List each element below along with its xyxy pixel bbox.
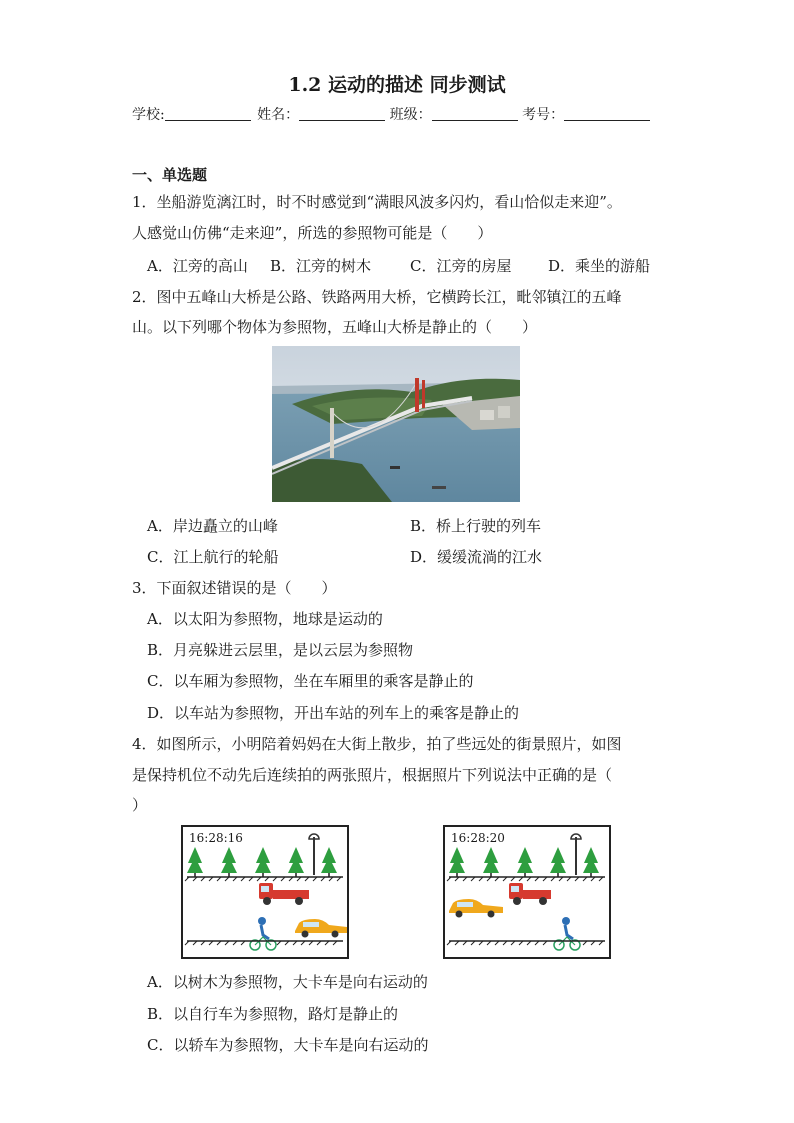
q3-option-d: D．以车站为参照物，开出车站的列车上的乘客是静止的 — [147, 704, 520, 722]
q3-option-b: B．月亮躲进云层里，是以云层为参照物 — [147, 641, 414, 659]
street-photo-1 — [181, 825, 349, 959]
q1-option-a: A．江旁的高山 — [147, 257, 248, 275]
q1-option-c: C．江旁的房屋 — [410, 257, 512, 275]
section-heading: 一、单选题 — [132, 166, 208, 184]
name-blank[interactable] — [299, 106, 385, 121]
q2-option-b: B．桥上行驶的列车 — [410, 517, 542, 535]
q4-option-b: B．以自行车为参照物，路灯是静止的 — [147, 1005, 399, 1023]
class-blank[interactable] — [432, 106, 518, 121]
photo-1-timestamp: 16:28:16 — [189, 831, 243, 845]
exam-no-label: 考号： — [522, 107, 565, 123]
q2-stem-line2: 山。以下列哪个物体为参照物，五峰山大桥是静止的（ ） — [132, 318, 538, 336]
q4-option-c: C．以轿车为参照物，大卡车是向右运动的 — [147, 1036, 429, 1054]
street-lamp-icon — [571, 834, 581, 875]
q3-option-a: A．以太阳为参照物，地球是运动的 — [147, 610, 383, 628]
car-icon — [449, 899, 503, 918]
q1-option-d: D．乘坐的游船 — [548, 257, 651, 275]
q3-stem: 3．下面叙述错误的是（ ） — [132, 579, 337, 597]
q4-stem-line3: ） — [132, 796, 148, 814]
truck-icon — [259, 883, 309, 905]
school-blank[interactable] — [165, 106, 251, 121]
cyclist-icon — [554, 917, 580, 950]
street-photo-2 — [443, 825, 611, 959]
q2-option-d: D．缓缓流淌的江水 — [410, 548, 543, 566]
q2-option-a: A．岸边矗立的山峰 — [147, 517, 278, 535]
cyclist-icon — [250, 917, 276, 950]
q3-option-c: C．以车厢为参照物，坐在车厢里的乘客是静止的 — [147, 672, 474, 690]
bridge-photo — [272, 346, 520, 502]
school-label: 学校: — [132, 107, 165, 123]
exam-no-blank[interactable] — [564, 106, 650, 121]
q2-stem-line1: 2．图中五峰山大桥是公路、铁路两用大桥，它横跨长江，毗邻镇江的五峰 — [132, 288, 622, 306]
q4-stem-line1: 4．如图所示，小明陪着妈妈在大街上散步，拍了些远处的街景照片，如图 — [132, 735, 622, 753]
car-icon — [295, 919, 347, 938]
q1-stem-line2: 人感觉山仿佛“走来迎”，所选的参照物可能是（ ） — [132, 224, 493, 242]
q2-option-c: C．江上航行的轮船 — [147, 548, 279, 566]
class-label: 班级： — [389, 107, 432, 123]
q1-stem-line1: 1．坐船游览漓江时，时不时感觉到“满眼风波多闪灼，看山恰似走来迎”。 — [132, 193, 622, 211]
truck-icon — [509, 883, 551, 905]
q4-option-a: A．以树木为参照物，大卡车是向右运动的 — [147, 973, 428, 991]
student-info-line — [132, 104, 650, 124]
page-title: 1.2 运动的描述 同步测试 — [288, 74, 506, 96]
street-lamp-icon — [309, 834, 319, 875]
q1-option-b: B．江旁的树木 — [270, 257, 372, 275]
photo-2-timestamp: 16:28:20 — [451, 831, 505, 845]
name-label: 姓名： — [257, 107, 300, 123]
q4-stem-line2: 是保持机位不动先后连续拍的两张照片，根据照片下列说法中正确的是（ — [132, 766, 613, 784]
